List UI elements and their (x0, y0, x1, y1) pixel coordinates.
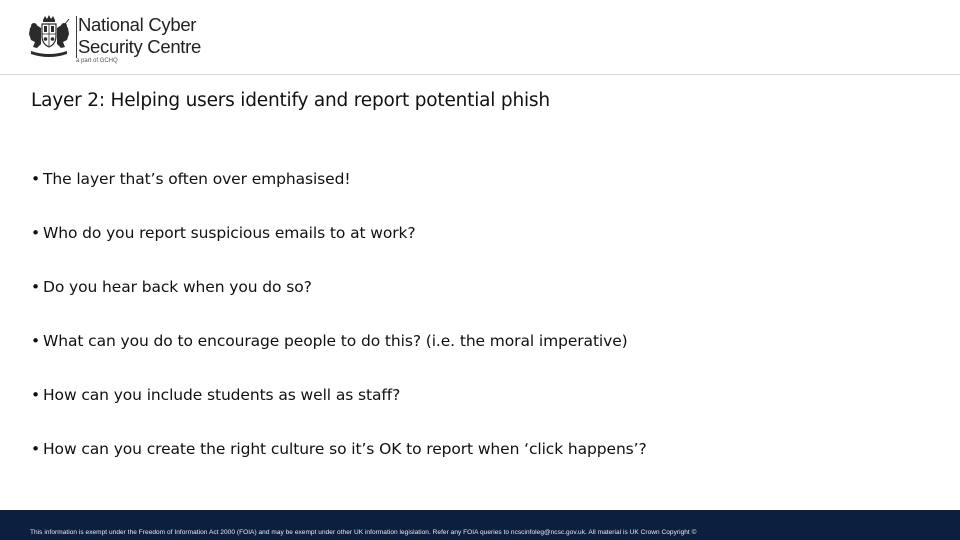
bullet-marker: • (31, 170, 41, 188)
bullet-text: How can you create the right culture so it’s OK to report when ‘click happens’? (43, 440, 647, 458)
ncsc-logo (26, 12, 216, 70)
bullet-text: How can you include students as well as staff? (43, 386, 401, 404)
slide-header (0, 0, 960, 75)
royal-coat-of-arms-icon (26, 14, 72, 60)
bullet-text: The layer that’s often over emphasised! (43, 170, 351, 188)
bullet-item (31, 332, 647, 386)
logo-subline: a part of GCHQ (76, 58, 118, 64)
bullet-marker: • (31, 224, 41, 242)
bullet-marker: • (31, 278, 41, 296)
header-divider (0, 74, 960, 75)
footer-bar (0, 510, 960, 540)
bullet-text: What can you do to encourage people to do this? (i.e. the moral imperative) (43, 332, 628, 350)
logo-divider (76, 16, 77, 58)
slide-title: Layer 2: Helping users identify and report potential phish (31, 90, 550, 111)
bullet-marker: • (31, 386, 41, 404)
bullet-item (31, 278, 647, 332)
bullet-item (31, 224, 647, 278)
bullet-list (31, 170, 647, 494)
bullet-text: Do you hear back when you do so? (43, 278, 312, 296)
bullet-item (31, 386, 647, 440)
bullet-text: Who do you report suspicious emails to at work? (43, 224, 416, 242)
bullet-marker: • (31, 332, 41, 350)
bullet-item (31, 440, 647, 494)
logo-text-line-2: Security Centre (78, 36, 201, 57)
bullet-marker: • (31, 440, 41, 458)
footer-disclaimer: This information is exempt under the Freedom of Information Act 2000 (FOIA) and may be exempt under other UK information legislation. Refer any FOIA queries to ncscinfoleg@ncsc.gov.uk. All material is UK Crown Copyright © (30, 529, 697, 536)
bullet-item (31, 170, 647, 224)
logo-text-line-1: National Cyber (78, 14, 197, 35)
